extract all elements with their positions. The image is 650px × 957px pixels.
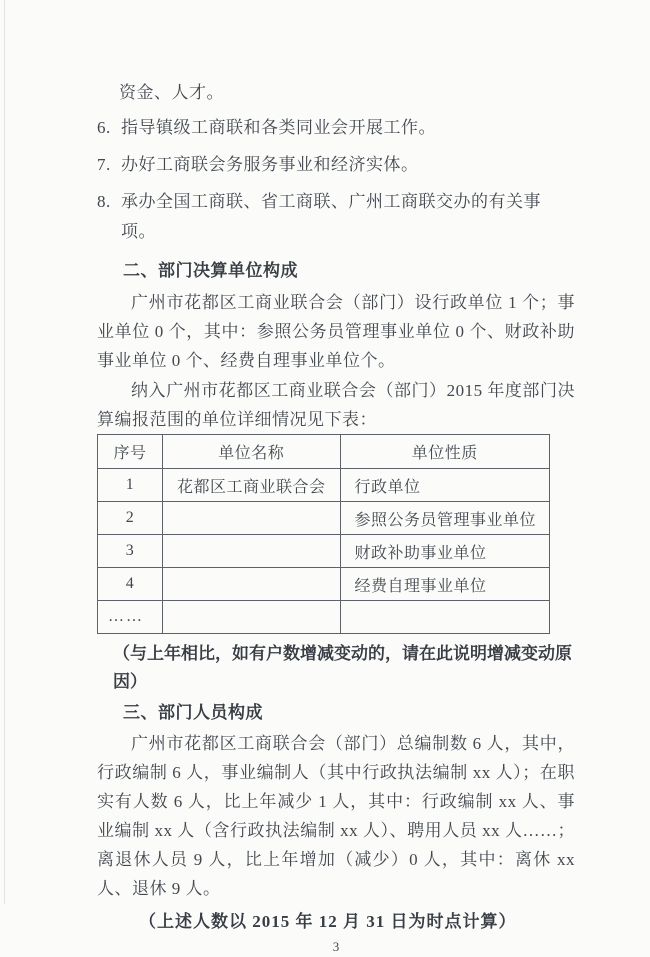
cell-unit-name — [162, 535, 340, 568]
cell-unit-name: 花都区工商业联合会 — [162, 469, 340, 502]
headcount-date-note: （上述人数以 2015 年 12 月 31 日为时点计算） — [139, 912, 517, 931]
document-body — [97, 78, 575, 957]
cell-index: 4 — [98, 568, 163, 601]
table-row — [98, 469, 550, 502]
section-heading-3: 三、部门人员构成 — [123, 703, 263, 722]
column-header-unit-kind: 单位性质 — [340, 435, 550, 469]
list-item-number: 6. — [97, 118, 111, 137]
table-row — [98, 535, 550, 568]
section2-paragraph-1: 广州市花都区工商业联合会（部门）设行政单位 1 个；事业单位 0 个，其中：参照公务员管理事业单位 0 个、财政补助事业单位 0 个、经费自理事业单位个。 — [97, 293, 575, 370]
list-item-text: 指导镇级工商联和各类同业会开展工作。 — [121, 118, 436, 137]
section2-paragraph-2: 纳入广州市花都区工商业联合会（部门）2015 年度部门决算编报范围的单位详细情况见下表： — [97, 381, 575, 429]
cell-unit-kind: 行政单位 — [340, 469, 550, 502]
numbered-list — [97, 113, 575, 247]
list-item-6 — [97, 113, 575, 143]
section3-paragraph: 广州市花都区工商联合会（部门）总编制数 6 人，其中，行政编制 6 人，事业编制人（其中行政执法编制 xx 人）；在职实有人数 6 人，比上年减少 1 人，其中：行政编制 xx 人、事业编制 xx 人（含行政执法编制 xx 人）、聘用人员 xx 人……；离退休人员 9 人，比上年增加（减少）0 人，其中：离休 xx 人、退休 9 人。 — [97, 734, 575, 898]
table-row — [98, 568, 550, 601]
paragraph-continuation-line: 资金、人才。 — [119, 83, 224, 102]
cell-unit-kind: 参照公务员管理事业单位 — [340, 502, 550, 535]
cell-index: 3 — [98, 535, 163, 568]
list-item-text: 办好工商联会务服务事业和经济实体。 — [121, 155, 419, 174]
cell-unit-name — [162, 568, 340, 601]
list-item-7 — [97, 150, 575, 180]
table-change-note: （与上年相比，如有户数增减变动的，请在此说明增减变动原因） — [113, 644, 572, 691]
cell-index: 1 — [98, 469, 163, 502]
list-item-number: 7. — [97, 155, 111, 174]
list-item-text: 承办全国工商联、省工商联、广州工商联交办的有关事项。 — [121, 192, 541, 241]
cell-index: 2 — [98, 502, 163, 535]
cell-unit-kind — [340, 601, 550, 634]
cell-index: …… — [98, 601, 163, 634]
cell-unit-name — [162, 601, 340, 634]
cell-unit-kind: 经费自理事业单位 — [340, 568, 550, 601]
column-header-index: 序号 — [98, 435, 163, 469]
table-row-ellipsis — [98, 601, 550, 634]
scan-left-edge-artifact — [4, 0, 5, 904]
list-item-8 — [97, 187, 575, 247]
units-table — [97, 434, 550, 634]
column-header-unit-name: 单位名称 — [162, 435, 340, 469]
table-row — [98, 502, 550, 535]
section-heading-2: 二、部门决算单位构成 — [123, 261, 298, 280]
list-item-number: 8. — [97, 192, 111, 211]
cell-unit-kind: 财政补助事业单位 — [340, 535, 550, 568]
cell-unit-name — [162, 502, 340, 535]
page-number: 3 — [332, 939, 340, 954]
table-header-row — [98, 435, 550, 469]
